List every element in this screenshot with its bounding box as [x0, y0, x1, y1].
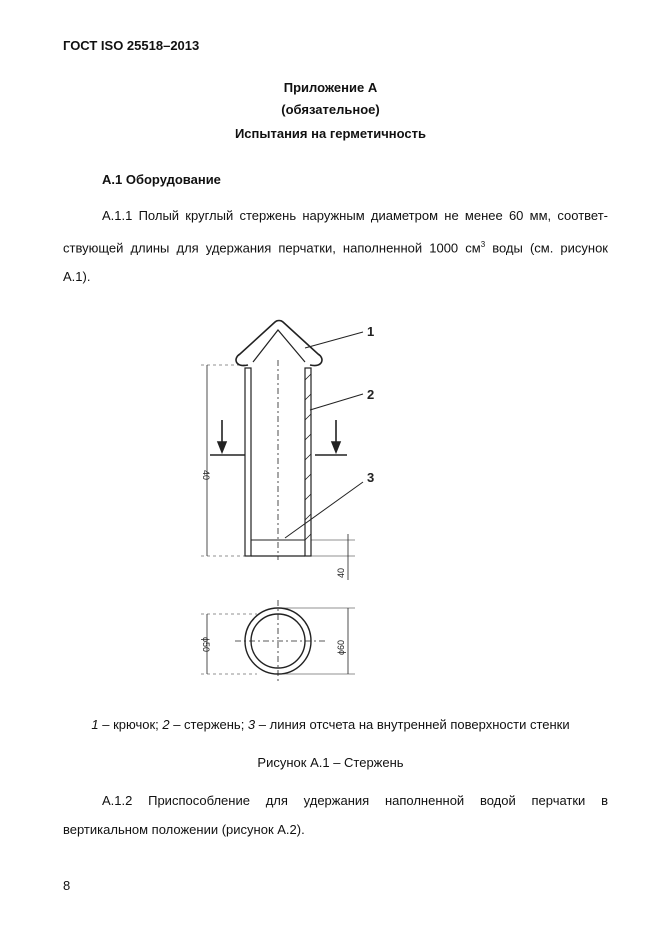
paragraph-a11 — [63, 201, 608, 291]
dimension-height-label: 40 — [201, 470, 211, 481]
paragraph-text: ствующей длины для удержания перчатки, наполненной 1000 см — [63, 240, 481, 256]
callout-2: 2 — [367, 387, 375, 402]
page-number: 8 — [63, 878, 71, 893]
legend-number: 3 — [247, 717, 256, 732]
section-heading: А.1 Оборудование — [102, 172, 221, 187]
annex-name: Испытания на герметичность — [234, 126, 427, 141]
paragraph-line: А.1). — [63, 269, 91, 285]
paragraph-line: вертикальном положении (рисунок А.2). — [63, 822, 305, 837]
figure-legend — [0, 717, 661, 732]
callout-3: 3 — [367, 470, 375, 485]
rod-figure — [185, 310, 395, 700]
dimension-outer-label: ϕ60 — [336, 639, 346, 655]
paragraph-line: А.1.1 Полый круглый стержень наружным диаметром не менее 60 мм, соответ- — [102, 208, 608, 223]
legend-number: 2 — [162, 717, 170, 732]
dimension-inner-label: ϕ50 — [201, 637, 211, 653]
dimension-base-label: 40 — [336, 567, 346, 578]
rod-right-wall — [305, 368, 311, 556]
legend-number: 1 — [91, 717, 99, 732]
superscript: 3 — [480, 240, 486, 249]
annex-title: Приложение А — [283, 80, 378, 95]
paragraph-line: А.1.2 Приспособление для удержания наполненной водой перчатки в — [102, 793, 608, 808]
legend-text: – стержень; — [169, 717, 248, 732]
paragraph-text: воды (см. рисунок — [485, 240, 608, 256]
paragraph-a12 — [63, 786, 608, 844]
rod-left-wall — [245, 368, 251, 556]
callout-1: 1 — [367, 324, 375, 339]
legend-text: – крючок; — [98, 717, 163, 732]
annex-status: (обязательное) — [281, 102, 380, 117]
document-header: ГОСТ ISO 25518–2013 — [63, 38, 200, 53]
legend-text: – линия отсчета на внутренней поверхности стенки — [255, 717, 570, 732]
hook-drawing — [236, 321, 322, 366]
paragraph-line — [63, 230, 608, 262]
figure-caption: Рисунок А.1 – Стержень — [257, 755, 404, 770]
